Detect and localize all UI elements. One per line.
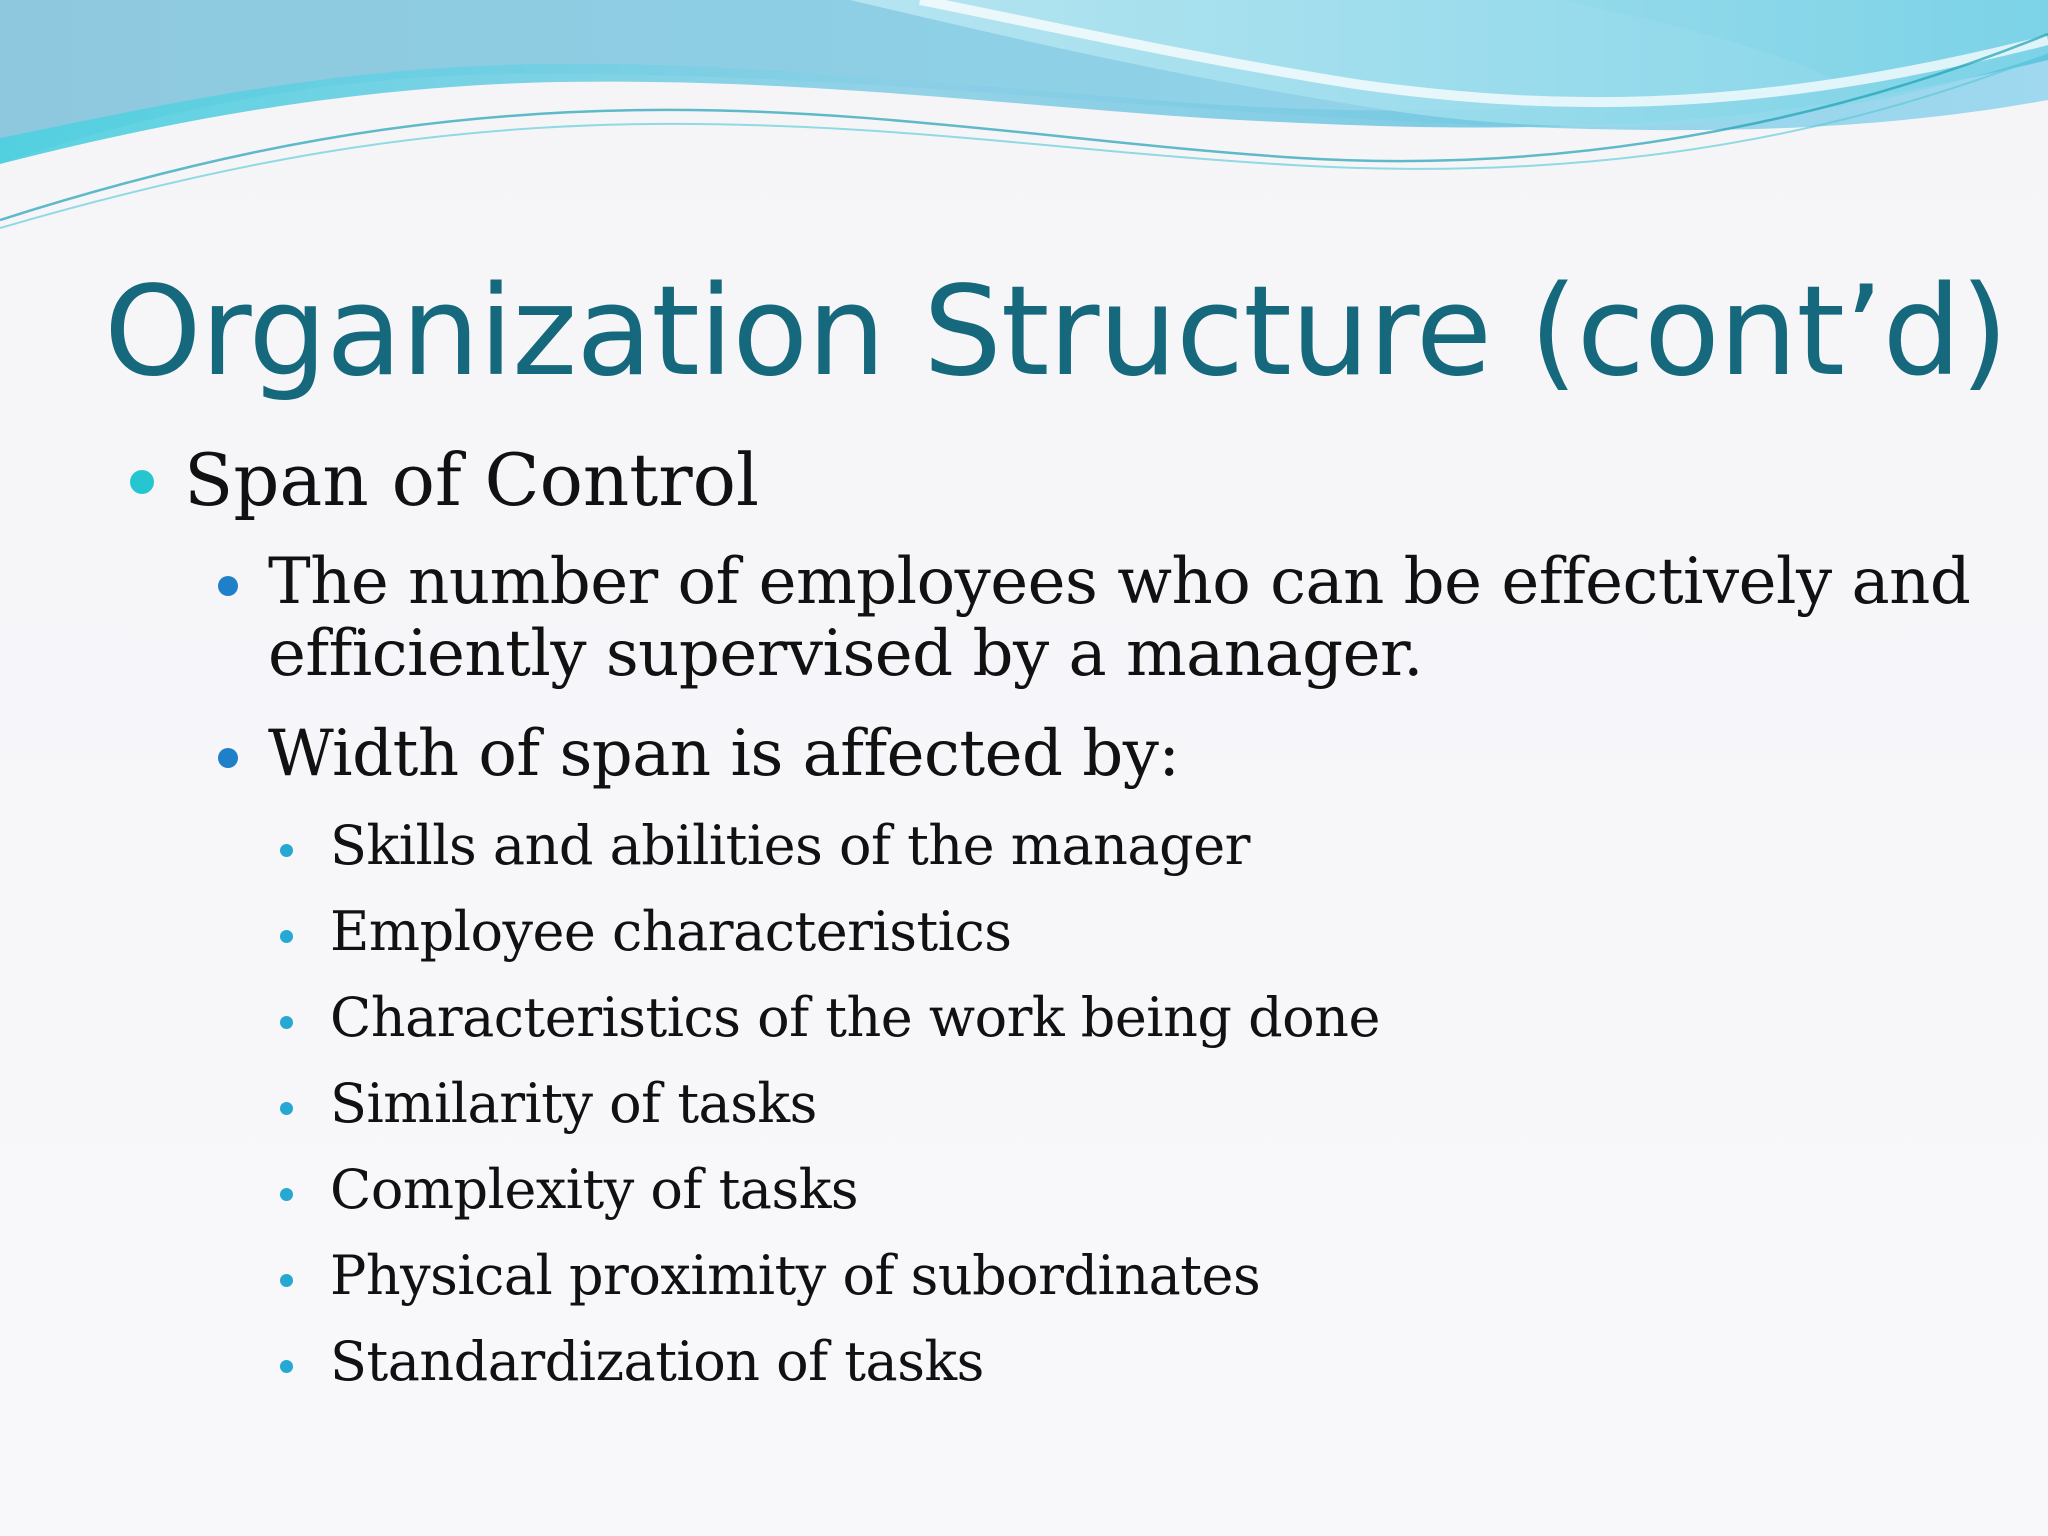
slide-title: Organization Structure (cont’d) bbox=[104, 260, 2008, 404]
level3-bullet-item bbox=[330, 814, 1250, 878]
round-bullet-icon bbox=[280, 1016, 293, 1029]
level3-bullet-text: Standardization of tasks bbox=[330, 1330, 984, 1393]
level2-bullet-item bbox=[268, 546, 1970, 690]
level3-bullet-item bbox=[330, 1244, 1260, 1308]
level3-bullet-item bbox=[330, 1330, 984, 1394]
level3-bullet-text: Skills and abilities of the manager bbox=[330, 814, 1250, 877]
level3-bullet-text: Employee characteristics bbox=[330, 900, 1012, 963]
round-bullet-icon bbox=[280, 1274, 293, 1287]
level3-bullet-text: Characteristics of the work being done bbox=[330, 986, 1380, 1049]
level3-bullet-item bbox=[330, 1072, 817, 1136]
level3-bullet-item bbox=[330, 900, 1011, 964]
round-bullet-icon bbox=[130, 470, 154, 494]
level3-bullet-text: Physical proximity of subordinates bbox=[330, 1244, 1261, 1307]
round-bullet-icon bbox=[280, 930, 293, 943]
level1-bullet-text: Span of Control bbox=[184, 438, 760, 522]
round-bullet-icon bbox=[218, 748, 238, 768]
level3-bullet-item bbox=[330, 1158, 858, 1222]
level3-bullet-text: Complexity of tasks bbox=[330, 1158, 859, 1221]
round-bullet-icon bbox=[280, 1102, 293, 1115]
round-bullet-icon bbox=[280, 1188, 293, 1201]
level2-bullet-text: Width of span is affected by: bbox=[268, 717, 1180, 791]
round-bullet-icon bbox=[280, 1360, 293, 1373]
level2-bullet-text-line: efficiently supervised by a manager. bbox=[268, 617, 1423, 691]
level2-bullet-item bbox=[268, 718, 1179, 790]
level2-bullet-text-line: The number of employees who can be effectively and bbox=[268, 545, 1971, 619]
round-bullet-icon bbox=[218, 576, 238, 596]
level1-bullet-item bbox=[184, 438, 759, 522]
level3-bullet-item bbox=[330, 986, 1380, 1050]
round-bullet-icon bbox=[280, 844, 293, 857]
level3-bullet-text: Similarity of tasks bbox=[330, 1072, 817, 1135]
